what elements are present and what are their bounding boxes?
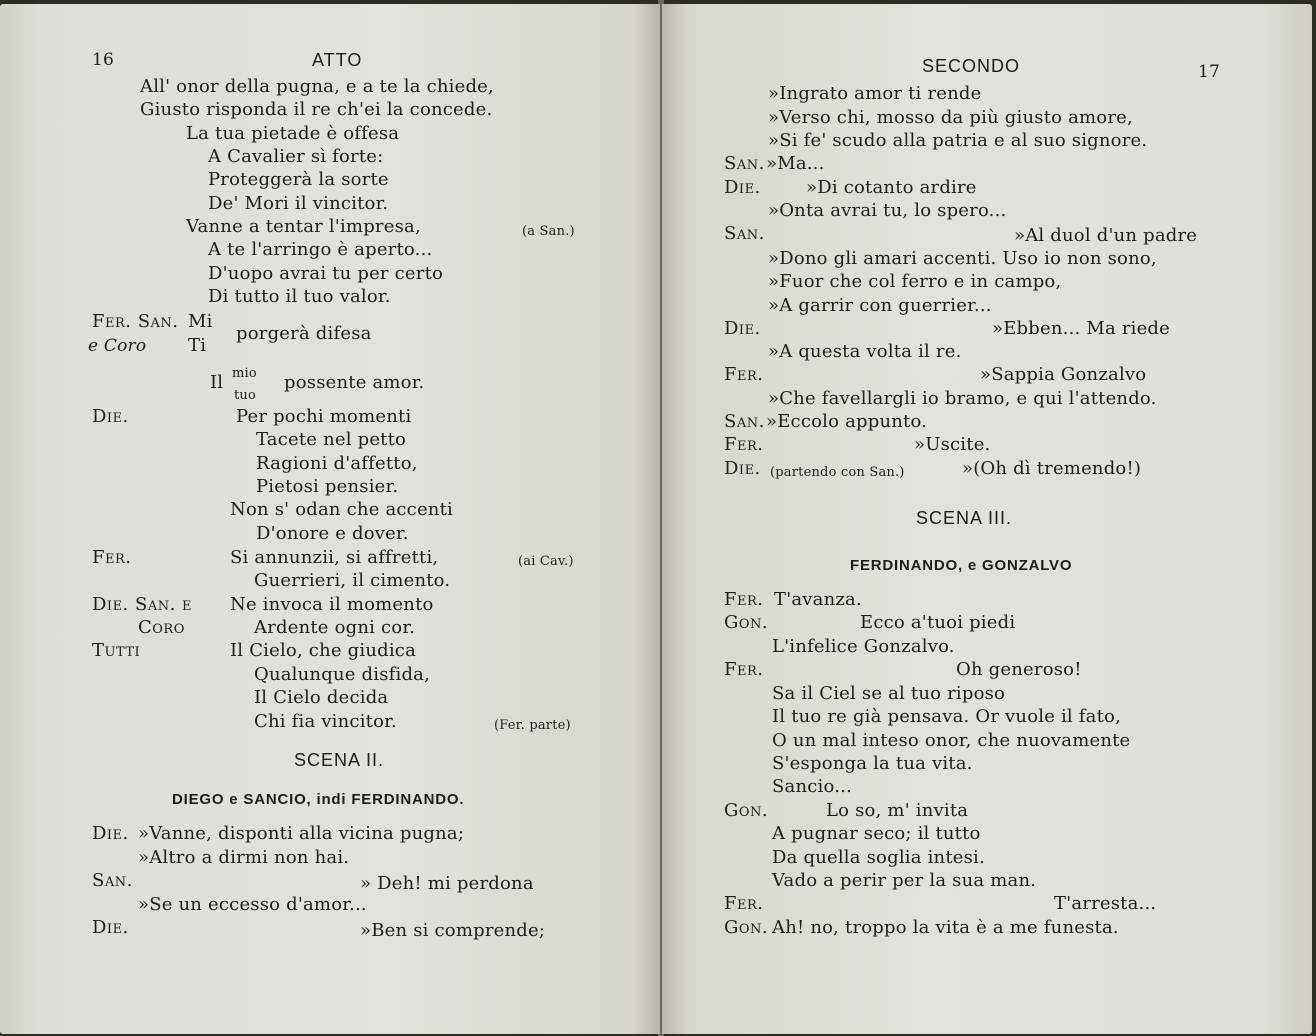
verse-line: A te l'arringo è aperto... [208,239,433,260]
verse-line: possente amor. [284,372,425,393]
speaker-label: Fer. [724,434,764,455]
verse-line: Vanne a tentar l'impresa, [186,216,421,237]
speaker-label: Die. [724,458,761,479]
verse-line: Sa il Ciel se al tuo riposo [772,683,1006,704]
verse-line: »Che favellargli io bramo, e qui l'attendo. [768,388,1157,409]
speaker-label: Gon. [724,800,769,821]
verse-line: Proteggerà la sorte [208,169,389,190]
speaker-label: Fer. [724,589,764,610]
verse-line: O un mal inteso onor, che nuovamente [772,730,1131,751]
speaker-label: San. [724,223,765,244]
verse-line: Non s' odan che accenti [230,499,453,520]
verse-line: Qualunque disfida, [254,664,431,685]
verse-line: »Vanne, disponti alla vicina pugna; [138,823,465,844]
verse-line: Ah! no, troppo la vita è a me funesta. [772,917,1119,938]
verse-line: »Se un eccesso d'amor... [138,894,367,915]
verse-line: Di tutto il tuo valor. [208,286,391,307]
stage-direction: (Fer. parte) [494,718,571,733]
speaker-label: Gon. [724,917,769,938]
verse-line: Giusto risponda il re ch'ei la concede. [140,99,493,120]
speaker-label: Die. [92,406,129,427]
verse-line: Si annunzii, si affretti, [230,547,439,568]
verse-line: L'infelice Gonzalvo. [772,636,955,657]
verse-line: »Altro a dirmi non hai. [138,847,350,868]
left-page [0,4,660,1034]
verse-line: Per pochi momenti [236,406,412,427]
verse-line: Il [210,372,224,393]
verse-line: tuo [234,388,257,403]
verse-line: »A questa volta il re. [768,341,962,362]
verse-line: Mi [188,311,213,332]
verse-line: »Si fe' scudo alla patria e al suo signore. [768,130,1148,151]
verse-line: »Ingrato amor ti rende [768,83,982,104]
verse-line: porgerà difesa [236,323,372,344]
verse-line: Sancio... [772,776,852,797]
verse-line: T'avanza. [774,589,862,610]
scene-characters: DIEGO e SANCIO, indi FERDINANDO. [172,791,465,808]
speaker-label: Fer. [724,659,764,680]
stage-direction: (partendo con San.) [770,465,905,480]
verse-line: Ne invoca il momento [230,594,434,615]
verse-line: Il Cielo, che giudica [230,640,417,661]
speaker-label: Fer. San. [92,311,179,332]
verse-line: »Ben si comprende; [360,920,546,941]
stage-direction: (ai Cav.) [518,554,574,569]
verse-line: »Fuor che col ferro e in campo, [768,271,1062,292]
verse-line: All' onor della pugna, e a te la chiede, [140,76,494,97]
speaker-label: Die. [92,917,129,938]
scene-title: SCENA III. [916,508,1013,528]
verse-line: Oh generoso! [956,659,1082,680]
speaker-label: San. [724,411,765,432]
speaker-label: Fer. [92,547,132,568]
verse-line: »Di cotanto ardire [806,177,977,198]
verse-line: Ragioni d'affetto, [256,453,418,474]
page-number: 17 [1198,62,1221,82]
verse-line: D'uopo avrai tu per certo [208,263,444,284]
verse-line: Guerrieri, il cimento. [254,570,451,591]
speaker-label: Die. [92,823,129,844]
scene-characters: FERDINANDO, e GONZALVO [850,557,1073,574]
verse-line: » Deh! mi perdona [360,873,534,894]
verse-line: Ti [188,335,207,356]
speaker-label: Fer. [724,893,764,914]
verse-line: D'onore e dover. [256,523,409,544]
verse-line: »Al duol d'un padre [1014,225,1198,246]
verse-line: »Uscite. [914,434,991,455]
verse-line: »(Oh dì tremendo!) [962,458,1142,479]
verse-line: »Eccolo appunto. [766,411,928,432]
verse-line: Chi fia vincitor. [254,711,397,732]
speaker-label: Fer. [724,364,764,385]
verse-line: A pugnar seco; il tutto [772,823,981,844]
verse-line: Lo so, m' invita [826,800,969,821]
speaker-label: Gon. [724,612,769,633]
speaker-label: Die. [724,177,761,198]
verse-line: »Dono gli amari accenti. Uso io non sono, [768,248,1157,269]
verse-line: »Onta avrai tu, lo spero... [768,200,1007,221]
speaker-label: San. [92,870,133,891]
speaker-label: Die. [724,318,761,339]
running-head: ATTO [312,50,363,70]
speaker-label: Coro [138,617,185,638]
verse-line: »Ebben... Ma riede [992,318,1171,339]
verse-line: Il tuo re già pensava. Or vuole il fato, [772,706,1121,727]
verse-line: »Verso chi, mosso da più giusto amore, [768,107,1133,128]
verse-line: »Sappia Gonzalvo [980,364,1147,385]
verse-line: S'esponga la tua vita. [772,753,973,774]
verse-line: mio [232,366,257,381]
verse-line: La tua pietade è offesa [186,123,400,144]
verse-line: Vado a perir per la sua man. [772,870,1037,891]
verse-line: De' Mori il vincitor. [208,193,389,214]
stage-direction: (a San.) [522,224,575,239]
verse-line: »Ma... [766,153,825,174]
verse-line: Ardente ogni cor. [254,617,416,638]
verse-line: »A garrir con guerrier... [768,295,992,316]
speaker-label: Tutti [92,640,141,661]
running-head: SECONDO [922,56,1021,76]
right-page [662,4,1312,1034]
verse-line: Ecco a'tuoi piedi [860,612,1016,633]
verse-line: Da quella soglia intesi. [772,847,985,868]
speaker-label: San. [724,153,765,174]
verse-line: Il Cielo decida [254,687,389,708]
verse-line: Pietosi pensier. [256,476,399,497]
speaker-label: e Coro [88,336,147,356]
speaker-label: Die. San. e [92,594,193,615]
verse-line: Tacete nel petto [256,429,407,450]
verse-line: T'arresta... [1054,893,1157,914]
verse-line: A Cavalier sì forte: [208,146,384,167]
scene-title: SCENA II. [294,750,385,770]
page-number: 16 [92,50,115,70]
